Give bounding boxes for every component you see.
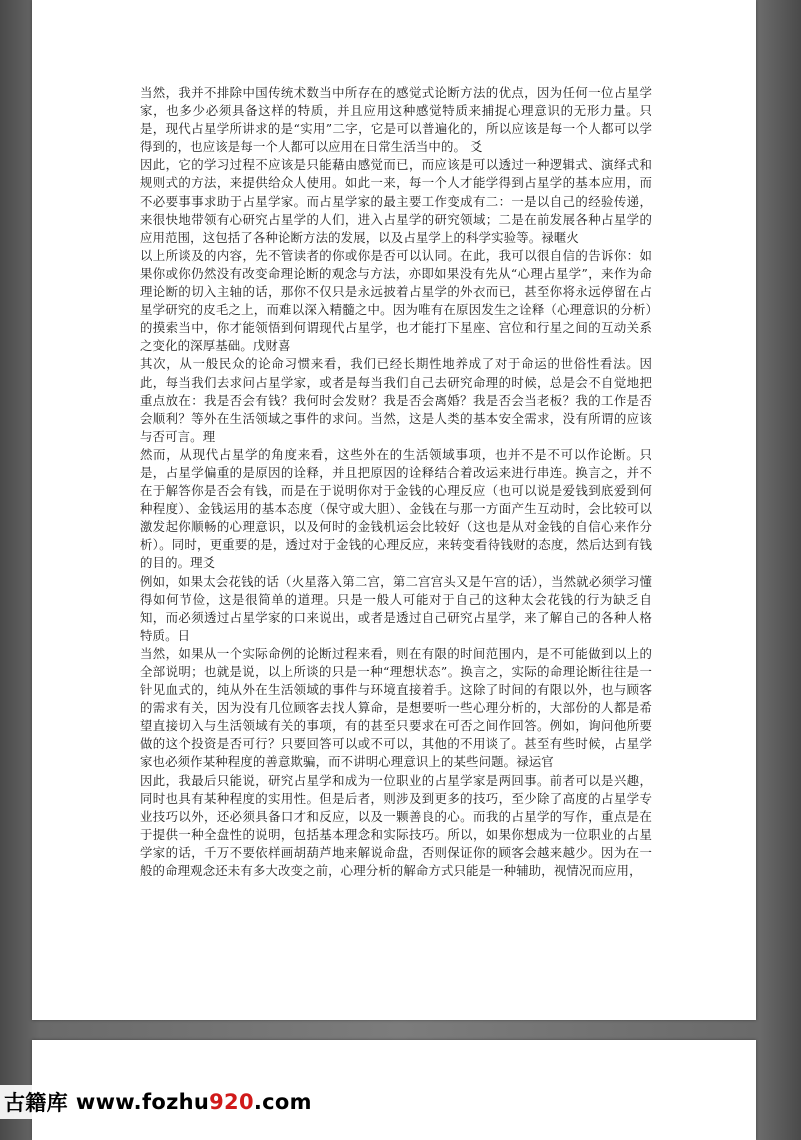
paragraph: 例如，如果太会花钱的话（火星落入第二宫，第二宫宫头又是午宫的话），当然就必须学习懂得如何节俭，这是很简单的道理。只是一般人可能对于自己的这种太会花钱的行为缺乏自知，而必须透过占星学家的口来说出，或者是透过自己研究占星学，来了解自己的各种人格特质。日 [140, 573, 652, 643]
watermark-domain-prefix: www.fozhu [75, 1090, 210, 1114]
paragraph: 因此，它的学习过程不应该是只能藉由感觉而已，而应该是可以透过一种逻辑式、演绎式和规则式的方法，来提供给众人使用。如此一来，每一个人才能学得到占星学的基本应用，而不必要事事求助于占星学家。而占星学家的最主要工作变成有二：一是以自己的经验传递，来很快地带领有心研究占星学的人们，进入占星学的研究领域；二是在前发展各种占星学的应用范围，这包括了各种论断方法的发展，以及占星学上的科学实验等。禄暱火 [140, 157, 652, 245]
watermark-domain-suffix: .com [253, 1090, 312, 1114]
document-page [32, 0, 756, 1020]
paragraph: 因此，我最后只能说，研究占星学和成为一位职业的占星学家是两回事。前者可以是兴趣，同时也具有某种程度的实用性。但是后者，则涉及到更多的技巧，至少除了高度的占星学专业技巧以外，还必须具备口才和反应，以及一颗善良的心。而我的占星学的写作，重点是在于提供一种全盘性的说明，包括基本理念和实际技巧。所以，如果你想成为一位职业的占星学家的话，千万不要依样画胡葫芦地来解说命盘，否则保证你的顾客会越来越少。因为在一般的命理观念还未有多大改变之前，心理分析的解命方式只能是一种辅助，视情况而应用， [140, 772, 652, 879]
paragraph: 其次，从一般民众的论命习惯来看，我们已经长期性地养成了对于命运的世俗性看法。因此，每当我们去求问占星学家，或者是每当我们自己去研究命理的时候，总是会不自觉地把重点放在：我是否会有钱？我何时会发财？我是否会离婚？我是否会当老板？我的工作是否会顺利？等外在生活领域之事件的求问。当然，这是人类的基本安全需求，没有所谓的应该与否可言。理 [140, 356, 652, 444]
paragraph: 当然，我并不排除中国传统术数当中所存在的感觉式论断方法的优点，因为任何一位占星学家，也多少必须具备这样的特质，并且应用这种感觉特质来捕捉心理意识的无形力量。只是，现代占星学所讲求的是“实用”二字，它是可以普遍化的，所以应该是每一个人都可以学得到的，也应该是每一个人都可以应用在日常生活当中的。 爻 [140, 85, 652, 155]
site-watermark [0, 1085, 320, 1119]
paragraph: 当然，如果从一个实际命例的论断过程来看，则在有限的时间范围内，是不可能做到以上的全部说明；也就是说，以上所谈的只是一种“理想状态”。换言之，实际的命理论断往往是一针见血式的，纯从外在生活领域的事件与环境直接着手。这除了时间的有限以外，也与顾客的需求有关，因为没有几位顾客去找人算命，是想要听一些心理分析的，大部份的人都是希望直接切入与生活领域有关的事项，有的甚至只要求在可否之间作回答。例如，询问他所要做的这个投资是否可行？只要回答可以或不可以，其他的不用谈了。甚至有些时候，占星学家也必须作某种程度的善意欺骗，而不讲明心理意识上的某些问题。禄运官 [140, 645, 652, 770]
paragraph: 然而，从现代占星学的角度来看，这些外在的生活领域事项，也并不是不可以作论断。只是，占星学偏重的是原因的诠释，并且把原因的诠释结合着改运来进行串连。换言之，并不在于解答你是否会有钱，而是在于说明你对于金钱的心理反应（也可以说是爱钱到底爱到何种程度）、金钱运用的基本态度（保守或大胆）、金钱在与那一方面产生互动时，会比较可以激发起你顺畅的心理意识，以及何时的金钱机运会比较好（这也是从对金钱的自信心来作分析）。同时，更重要的是，透过对于金钱的心理反应，来转变看待钱财的态度，然后达到有钱的目的。理爻 [140, 446, 652, 571]
document-body [140, 84, 652, 880]
watermark-site-name: 古籍库 [4, 1091, 68, 1115]
paragraph: 以上所谈及的内容，先不管读者的你或你是否可以认同。在此，我可以很自信的告诉你：如果你或你仍然没有改变命理论断的观念与方法，亦即如果没有先从“心理占星学”，来作为命理论断的切入主轴的话，那你不仅只是永远披着占星学的外衣而已，甚至你将永远停留在占星学研究的皮毛之上，而难以深入精髓之中。因为唯有在原因发生之诠释（心理意识的分析）的摸索当中，你才能领悟到何谓现代占星学，也才能打下星座、宫位和行星之间的互动关系之变化的深厚基础。戊财喜 [140, 247, 652, 354]
watermark-domain-number: 920 [209, 1090, 254, 1114]
